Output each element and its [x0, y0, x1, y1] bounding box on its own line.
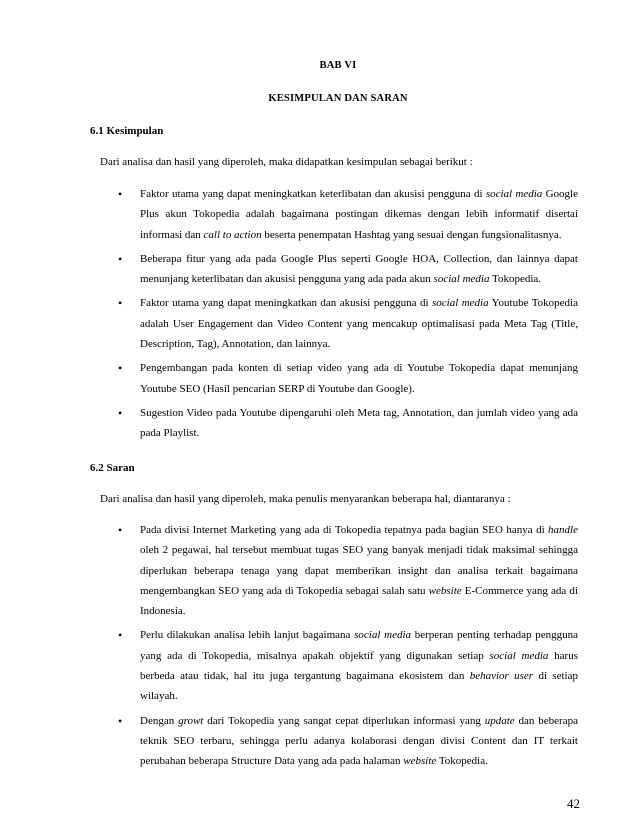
bullet-icon: • — [118, 628, 123, 643]
bullet-icon: • — [118, 361, 123, 376]
section-intro-kesimpulan: Dari analisa dan hasil yang diperoleh, maka didapatkan kesimpulan sebagai berikut : — [100, 156, 473, 168]
bullet-icon: • — [118, 187, 123, 201]
bullet-icon: • — [118, 713, 123, 728]
bullet-icon: • — [118, 296, 123, 311]
section-heading-kesimpulan: 6.1 Kesimpulan — [90, 125, 164, 137]
saran-list — [0, 520, 578, 776]
list-item: • Perlu dilakukan analisa lebih lanjut bagaimana social media berperan penting terhadap pengguna yang ada di Tokopedia, misalnya apakah objektif yang digunakan setiap social media harus berbeda atau tidak, hal itu juga tergantung bagaimana ekosistem dan behavior user di setiap wilayah. — [0, 625, 578, 706]
bullet-icon: • — [118, 523, 123, 537]
list-item: • Pada divisi Internet Marketing yang ada di Tokopedia tepatnya pada bagian SEO hanya di handle oleh 2 pegawai, hal tersebut membuat tugas SEO yang banyak menjadi tidak maksimal sehingga diperlukan beberapa tenaga yang dapat memberikan insight dan analisa terkait bagaimana mengembangkan SEO yang ada di Tokopedia sebagai salah satu website E-Commerce yang ada di Indonesia. — [0, 520, 578, 621]
kesimpulan-list — [0, 184, 578, 448]
page-number: 42 — [567, 796, 580, 811]
bullet-icon: • — [118, 405, 123, 420]
list-item: • Pengembangan pada konten di setiap video yang ada di Youtube Tokopedia dapat menunjang Youtube SEO (Hasil pencarian SERP di Youtube dan Google). — [0, 358, 578, 399]
section-heading-saran: 6.2 Saran — [90, 462, 135, 474]
chapter-title: KESIMPULAN DAN SARAN — [268, 93, 408, 104]
bullet-icon: • — [118, 251, 123, 266]
list-item: • Faktor utama yang dapat meningkatkan keterlibatan dan akusisi pengguna di social media Google Plus akun Tokopedia adalah bagaimana postingan dikemas dengan lebih informatif disertai informasi dan call to action beserta penempatan Hashtag yang sesuai dengan fungsionalitasnya. — [0, 184, 578, 245]
list-item: • Faktor utama yang dapat meningkatkan dan akusisi pengguna di social media Youtube Tokopedia adalah User Engagement dan Video Content yang mencakup optimalisasi pada Meta Tag (Title, Description, Tag), Annotation, dan lainnya. — [0, 293, 578, 354]
section-intro-saran: Dari analisa dan hasil yang diperoleh, maka penulis menyarankan beberapa hal, diantaranya : — [100, 493, 511, 505]
list-item: • Beberapa fitur yang ada pada Google Plus seperti Google HOA, Collection, dan lainnya dapat menunjang keterlibatan dan akusisi pengguna yang ada pada akun social media Tokopedia. — [0, 249, 578, 290]
chapter-label: BAB VI — [319, 60, 357, 71]
list-item: • Sugestion Video pada Youtube dipengaruhi oleh Meta tag, Annotation, dan jumlah video yang ada pada Playlist. — [0, 403, 578, 444]
list-item: • Dengan growt dari Tokopedia yang sangat cepat diperlukan informasi yang update dan beberapa teknik SEO terbaru, sehingga perlu adanya kolaborasi dengan divisi Content dan IT terkait perubahan beberapa Structure Data yang ada pada halaman website Tokopedia. — [0, 711, 578, 772]
